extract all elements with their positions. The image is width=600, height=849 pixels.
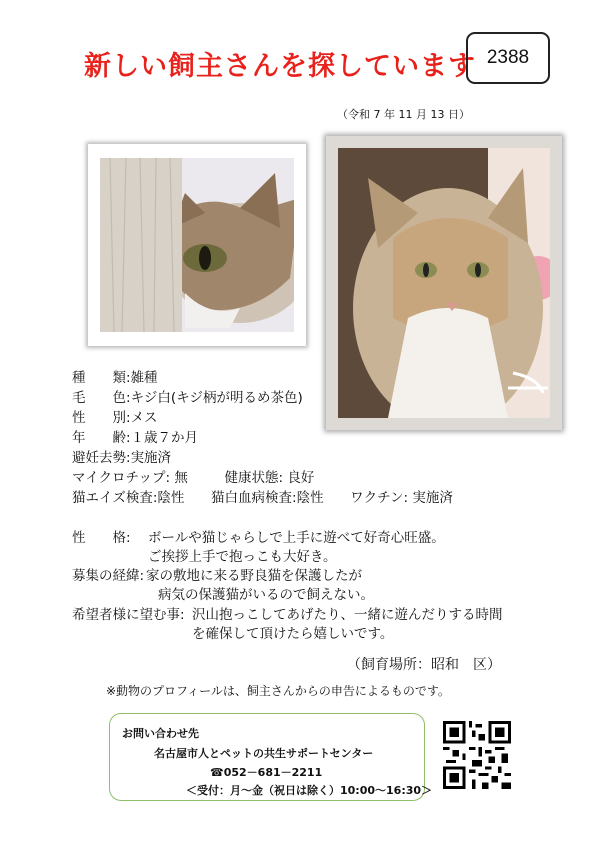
cat-portrait-photo [338, 148, 550, 418]
tests-row: 猫エイズ検査:陰性 猫白血病検査:陰性 ワクチン: 実施済 [72, 490, 453, 506]
background-line2: 病気の保護猫がいるので飼えない。 [158, 587, 374, 603]
contact-heading: お問い合わせ先 [122, 727, 199, 740]
disclaimer-note: ※動物のプロフィールは、飼主さんからの申告によるものです。 [106, 684, 450, 698]
cat-photo-small-frame [88, 144, 306, 346]
location-text: （飼育場所：昭和 区） [347, 657, 501, 673]
contact-box [109, 713, 433, 801]
contact-phone: ☎052－681－2211 [210, 766, 323, 779]
qr-code[interactable] [443, 721, 511, 789]
sex-row: 性 別:メス [72, 410, 158, 426]
date-text: （令和 7 年 11 月 13 日） [337, 108, 470, 121]
cat-photo-large-frame [326, 136, 562, 430]
age-row: 年 齢:１歳７か月 [72, 430, 199, 446]
wish-line2: を確保して頂けたら嬉しいです。 [192, 626, 394, 642]
contact-org: 名古屋市人とペットの共生サポートセンター [154, 747, 374, 760]
breed-row: 種 類:雑種 [72, 370, 158, 386]
personality-label: 性 格: [72, 530, 131, 546]
contact-hours: ＜受付：月～金（祝日は除く）10:00～16:30＞ [186, 784, 433, 797]
background-label: 募集の経緯: [72, 568, 145, 584]
color-row: 毛 色:キジ白(キジ柄が明るめ茶色) [72, 390, 303, 406]
microchip-health-row: マイクロチップ: 無 健康状態: 良好 [72, 470, 315, 486]
wish-line1: 沢山抱っこしてあげたり、一緒に遊んだりする時間 [192, 607, 503, 623]
background-line1: 家の敷地に来る野良猫を保護したが [146, 568, 362, 584]
wish-label: 希望者様に望む事: [72, 607, 185, 623]
personality-line1: ボールや猫じゃらしで上手に遊べて好奇心旺盛。 [148, 530, 445, 546]
spay-row: 避妊去勢:実施済 [72, 450, 172, 466]
personality-line2: ご挨拶上手で抱っこも大好き。 [148, 549, 337, 565]
id-number-box: 2388 [466, 32, 550, 84]
page-title: 新しい飼主さんを探しています [84, 51, 476, 82]
cat-peeking-photo [100, 158, 294, 332]
